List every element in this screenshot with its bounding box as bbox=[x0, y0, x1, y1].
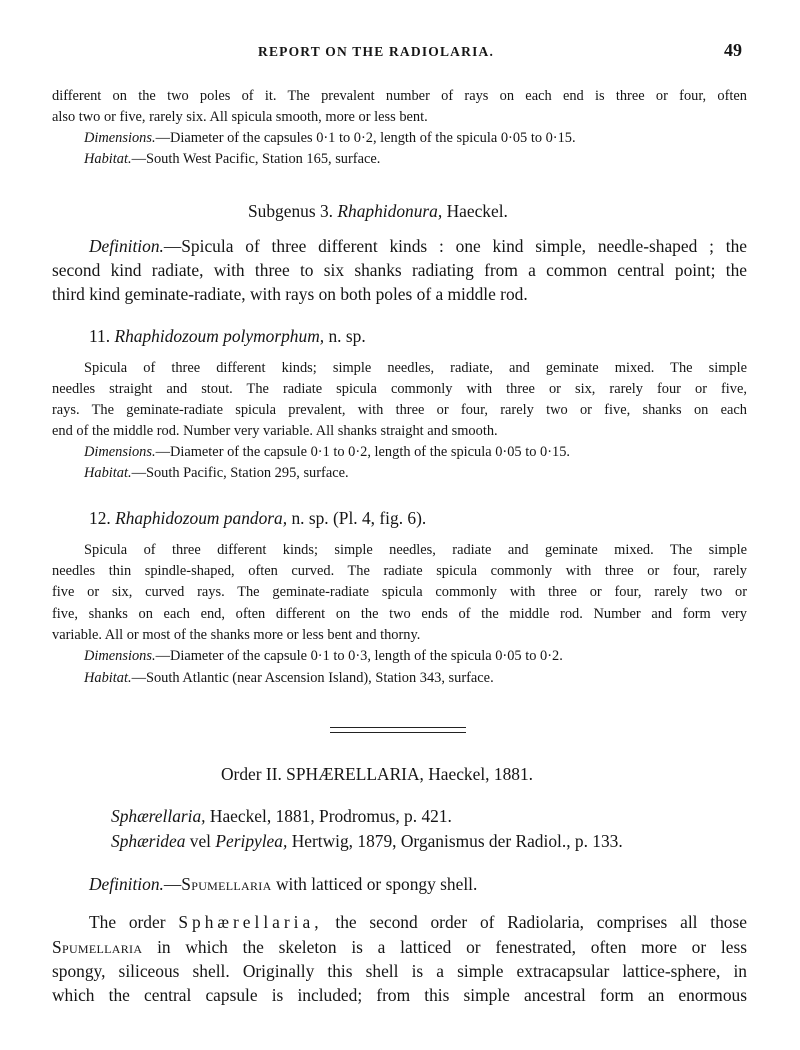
order-synonym-2 bbox=[111, 831, 623, 852]
synonym-text: Haeckel, 1881, Prodromus, p. 421. bbox=[209, 806, 452, 826]
dimensions-label: Dimensions. bbox=[84, 130, 156, 146]
synonym-connector: vel bbox=[189, 831, 212, 851]
definition-label: Definition. bbox=[89, 874, 164, 894]
para-text-a: The order bbox=[89, 912, 166, 932]
synonym-name: Sphærellaria, bbox=[111, 806, 206, 826]
subgenus-author: Haeckel. bbox=[446, 201, 508, 221]
definition-text: —Spicula of three different kinds : one kind simple, needle-shaped ; the bbox=[163, 236, 747, 256]
para-text-b: the second order of Radiolaria, comprises all those bbox=[335, 912, 747, 932]
para-text: in which the skeleton is a latticed or fenestrated, often more or less bbox=[157, 937, 747, 957]
para-term: Spumellaria bbox=[52, 937, 143, 957]
running-title: REPORT ON THE RADIOLARIA. bbox=[258, 44, 495, 59]
subgenus-prefix: Subgenus 3. bbox=[248, 201, 334, 221]
dimensions-label: Dimensions. bbox=[84, 648, 156, 664]
habitat-text: —South West Pacific, Station 165, surface. bbox=[131, 151, 381, 167]
habitat-text: —South Pacific, Station 295, surface. bbox=[131, 465, 349, 481]
order-definition bbox=[89, 874, 477, 895]
habitat-label: Habitat. bbox=[84, 151, 132, 167]
divider-rule-top bbox=[330, 727, 466, 728]
order-heading: Order II. SPHÆRELLARIA, Haeckel, 1881. bbox=[221, 764, 534, 784]
order-synonym-1 bbox=[111, 806, 452, 827]
intro-line-1: different on the two poles of it. The prevalent number of rays on each end is three or four, often bbox=[52, 88, 747, 104]
species-12-heading bbox=[89, 508, 426, 529]
intro-dimensions bbox=[84, 130, 576, 147]
species-12-dimensions bbox=[84, 648, 563, 665]
page-number: 49 bbox=[724, 40, 742, 60]
definition-label: Definition. bbox=[89, 236, 164, 256]
species-12-line-5: variable. All or most of the shanks more or less bent and thorny. bbox=[52, 627, 421, 643]
species-12-habitat bbox=[84, 670, 494, 687]
definition-text: with latticed or spongy shell. bbox=[275, 874, 478, 894]
habitat-text: —South Atlantic (near Ascension Island), Station 343, surface. bbox=[131, 670, 494, 686]
order-name-spaced: Sphærellaria, bbox=[178, 912, 323, 932]
order-paragraph-line-1 bbox=[89, 912, 747, 933]
definition-term: Spumellaria bbox=[181, 874, 272, 894]
order-paragraph-line-3: spongy, siliceous shell. Originally this shell is a simple extracapsular lattice-sphere, in bbox=[52, 961, 747, 981]
dimensions-label: Dimensions. bbox=[84, 444, 156, 460]
dimensions-text: —Diameter of the capsule 0·1 to 0·3, length of the spicula 0·05 to 0·2. bbox=[155, 648, 563, 664]
species-11-line-1: Spicula of three different kinds; simple needles, radiate, and geminate mixed. The simple bbox=[84, 360, 747, 376]
subgenus-definition-line-2: second kind radiate, with three to six shanks radiating from a common central point; the bbox=[52, 260, 747, 280]
species-12-line-4: five, shanks on each end, often different on the two ends of the middle rod. Number and form very bbox=[52, 606, 747, 622]
intro-line-2: also two or five, rarely six. All spicula smooth, more or less bent. bbox=[52, 109, 428, 125]
habitat-label: Habitat. bbox=[84, 670, 132, 686]
species-name: Rhaphidozoum pandora, bbox=[115, 508, 288, 528]
synonym-name-2: Peripylea, bbox=[215, 831, 288, 851]
species-number: 12. bbox=[89, 508, 111, 528]
species-11-line-4: end of the middle rod. Number very variable. All shanks straight and smooth. bbox=[52, 423, 498, 439]
species-suffix: n. sp. bbox=[328, 326, 366, 346]
subgenus-heading bbox=[248, 201, 508, 222]
species-suffix: n. sp. (Pl. 4, fig. 6). bbox=[291, 508, 427, 528]
species-12-line-1: Spicula of three different kinds; simple needles, radiate and geminate mixed. The simple bbox=[84, 542, 747, 558]
intro-habitat bbox=[84, 151, 380, 168]
species-12-line-2: needles thin spindle-shaped, often curved. The radiate spicula commonly with three or four, rarely bbox=[52, 563, 747, 579]
species-12-line-3: five or six, curved rays. The geminate-radiate spicula commonly with three or four, rarely two or bbox=[52, 584, 747, 600]
synonym-text: Hertwig, 1879, Organismus der Radiol., p. 133. bbox=[291, 831, 623, 851]
species-11-dimensions bbox=[84, 444, 570, 461]
species-name: Rhaphidozoum polymorphum, bbox=[114, 326, 325, 346]
subgenus-definition-line-3: third kind geminate-radiate, with rays on both poles of a middle rod. bbox=[52, 284, 528, 304]
species-11-line-3: rays. The geminate-radiate spicula prevalent, with three or four, rarely two or five, shanks on each bbox=[52, 402, 747, 418]
order-paragraph-line-2 bbox=[52, 937, 747, 958]
subgenus-name: Rhaphidonura, bbox=[337, 201, 443, 221]
habitat-label: Habitat. bbox=[84, 465, 132, 481]
divider-rule-bottom bbox=[330, 732, 466, 733]
section-divider bbox=[330, 727, 466, 734]
species-number: 11. bbox=[89, 326, 111, 346]
species-11-heading bbox=[89, 326, 366, 347]
subgenus-definition-line-1 bbox=[89, 236, 747, 257]
species-11-habitat bbox=[84, 465, 349, 482]
dimensions-text: —Diameter of the capsules 0·1 to 0·2, length of the spicula 0·05 to 0·15. bbox=[155, 130, 576, 146]
page-header bbox=[0, 40, 800, 66]
dimensions-text: —Diameter of the capsule 0·1 to 0·2, length of the spicula 0·05 to 0·15. bbox=[155, 444, 570, 460]
order-paragraph-line-4: which the central capsule is included; from this simple ancestral form an enormous bbox=[52, 985, 747, 1005]
synonym-name: Sphæridea bbox=[111, 831, 186, 851]
definition-dash: — bbox=[163, 874, 182, 894]
species-11-line-2: needles straight and stout. The radiate spicula commonly with three or six, rarely four or five, bbox=[52, 381, 747, 397]
